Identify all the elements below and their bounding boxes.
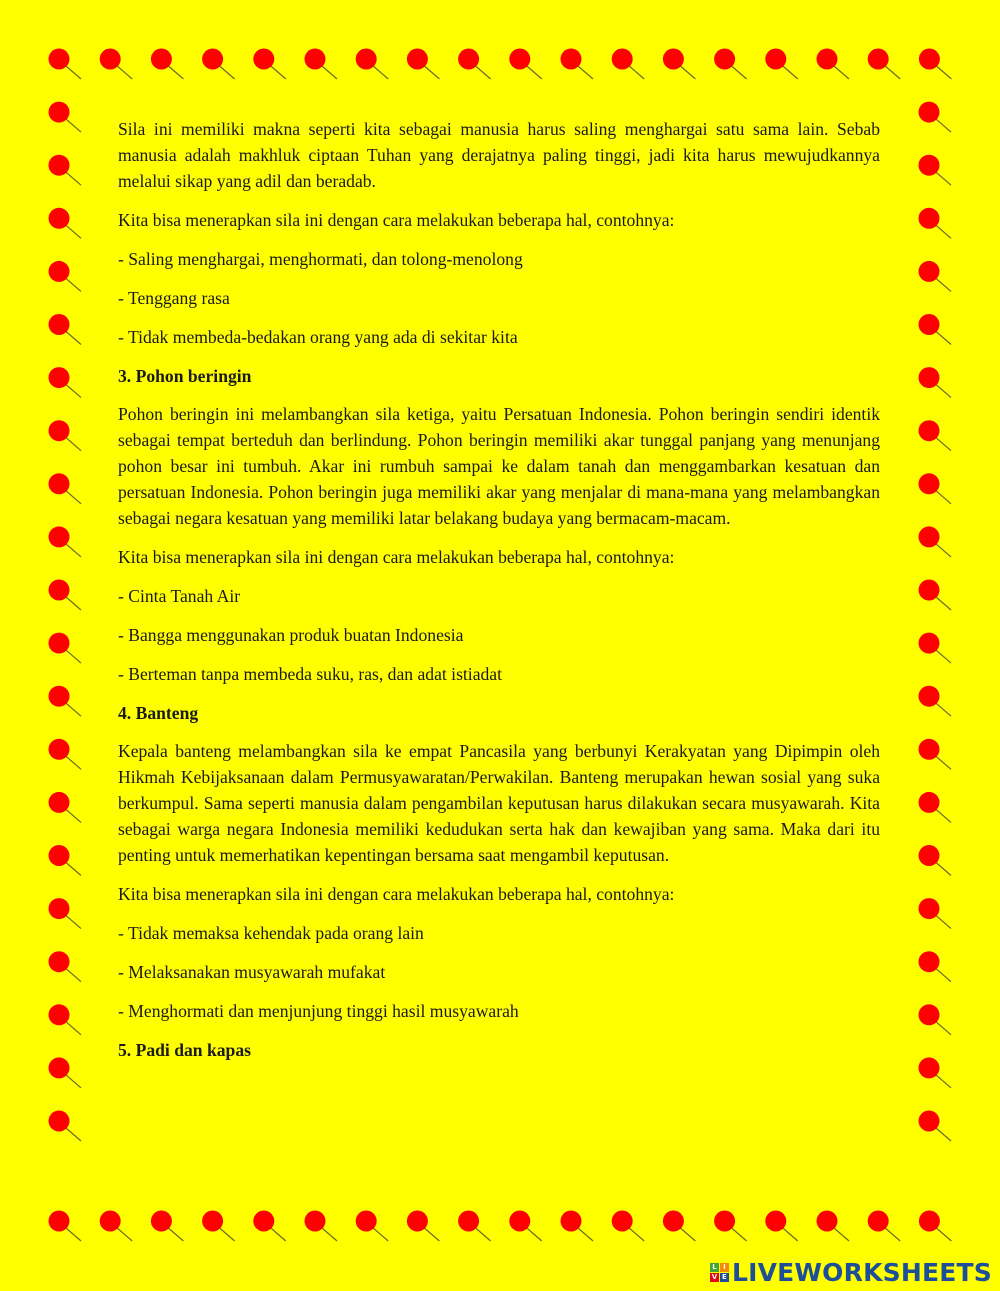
lollipop-dot-icon bbox=[49, 155, 82, 186]
lollipop-dot-icon bbox=[919, 102, 952, 133]
lollipop-dot-icon bbox=[919, 633, 952, 664]
lollipop-dot-icon bbox=[919, 420, 952, 451]
lollipop-dot-icon bbox=[612, 1211, 645, 1242]
lollipop-dot-icon bbox=[407, 49, 440, 80]
lollipop-dot-icon bbox=[919, 314, 952, 345]
lollipop-dot-icon bbox=[561, 1211, 594, 1242]
lollipop-dot-icon bbox=[868, 1211, 901, 1242]
list-item: - Menghormati dan menjunjung tinggi hasil musyawarah bbox=[118, 1001, 519, 1021]
lollipop-dot-icon bbox=[356, 1211, 389, 1242]
lollipop-dot-icon bbox=[919, 473, 952, 504]
lollipop-dot-icon bbox=[919, 792, 952, 823]
lollipop-dot-icon bbox=[305, 49, 338, 80]
lollipop-dot-icon bbox=[868, 49, 901, 80]
lollipop-dot-icon bbox=[49, 261, 82, 292]
paragraph-sila4-apply: Kita bisa menerapkan sila ini dengan cara melakukan beberapa hal, contohnya: bbox=[118, 884, 675, 904]
lollipop-dot-icon bbox=[49, 1211, 82, 1242]
lollipop-dot-icon bbox=[509, 1211, 542, 1242]
lollipop-dot-icon bbox=[919, 261, 952, 292]
lollipop-dot-icon bbox=[49, 951, 82, 982]
logo-letter: I bbox=[720, 1263, 729, 1272]
lollipop-dot-icon bbox=[919, 155, 952, 186]
lollipop-dot-icon bbox=[919, 49, 952, 80]
lollipop-dot-icon bbox=[765, 49, 798, 80]
list-item: - Cinta Tanah Air bbox=[118, 586, 241, 606]
lollipop-dot-icon bbox=[49, 792, 82, 823]
paragraph-pohon-beringin: Pohon beringin ini melambangkan sila ketiga, yaitu Persatuan Indonesia. Pohon beringin sendiri identik sebagai tempat berteduh dan berlindung. Pohon beringin memiliki akar tunggal panjang yang menunjang pohon besar ini tumbuh. Akar ini rumbuh sampai ke dalam tanah dan menggambarkan kesatuan dan persatuan Indonesia. Pohon beringin juga memiliki akar yang menjalar di mana-mana yang melambangkan sebagai negara kesatuan yang memiliki latar belakang budaya yang bermacam-macam. bbox=[118, 404, 880, 528]
lollipop-dot-icon bbox=[561, 49, 594, 80]
lollipop-dot-icon bbox=[458, 49, 491, 80]
paragraph-banteng: Kepala banteng melambangkan sila ke empat Pancasila yang berbunyi Kerakyatan yang Dipimpin oleh Hikmah Kebijaksanaan dalam Permusyawaratan/Perwakilan. Banteng merupakan hewan sosial yang suka berkumpul. Sama seperti manusia dalam pengambilan keputusan harus dilakukan secara musyawarah. Kita sebagai warga negara Indonesia memiliki kedudukan serta hak dan kewajiban yang sama. Maka dari itu penting untuk memerhatikan kepentingan bersama saat mengambil keputusan. bbox=[118, 741, 880, 865]
lollipop-dot-icon bbox=[49, 49, 82, 80]
section-heading-pohon-beringin: 3. Pohon beringin bbox=[118, 366, 252, 386]
lollipop-dot-icon bbox=[919, 951, 952, 982]
logo-letter: E bbox=[720, 1273, 729, 1282]
section-heading-banteng: 4. Banteng bbox=[118, 703, 199, 723]
lollipop-dot-icon bbox=[49, 845, 82, 876]
lollipop-dot-icon bbox=[356, 49, 389, 80]
lollipop-dot-icon bbox=[49, 314, 82, 345]
list-item: - Saling menghargai, menghormati, dan tolong-menolong bbox=[118, 249, 523, 269]
lollipop-dot-icon bbox=[49, 526, 82, 557]
lollipop-dot-icon bbox=[919, 1111, 952, 1142]
list-item: - Berteman tanpa membeda suku, ras, dan adat istiadat bbox=[118, 664, 502, 684]
lollipop-dot-icon bbox=[919, 739, 952, 770]
lollipop-dot-icon bbox=[49, 420, 82, 451]
lollipop-dot-icon bbox=[407, 1211, 440, 1242]
lollipop-dot-icon bbox=[919, 1211, 952, 1242]
lollipop-dot-icon bbox=[919, 526, 952, 557]
lollipop-dot-icon bbox=[49, 1111, 82, 1142]
lollipop-dot-icon bbox=[49, 633, 82, 664]
lollipop-dot-icon bbox=[49, 739, 82, 770]
lollipop-dot-icon bbox=[49, 102, 82, 133]
lollipop-dot-icon bbox=[202, 49, 235, 80]
lollipop-dot-icon bbox=[49, 1057, 82, 1088]
lollipop-dot-icon bbox=[919, 580, 952, 611]
lollipop-dot-icon bbox=[305, 1211, 338, 1242]
lollipop-dot-icon bbox=[49, 473, 82, 504]
list-item: - Tidak membeda-bedakan orang yang ada di sekitar kita bbox=[118, 327, 518, 347]
lollipop-dot-icon bbox=[49, 367, 82, 398]
logo-wordmark: LIVEWORKSHEETS bbox=[731, 1257, 992, 1287]
section-heading-padi-kapas: 5. Padi dan kapas bbox=[118, 1040, 251, 1060]
lollipop-dot-icon bbox=[253, 49, 286, 80]
lollipop-dot-icon bbox=[663, 49, 696, 80]
lollipop-dot-icon bbox=[919, 898, 952, 929]
lollipop-dot-icon bbox=[714, 1211, 747, 1242]
lollipop-dot-icon bbox=[202, 1211, 235, 1242]
lollipop-dot-icon bbox=[100, 49, 133, 80]
lollipop-dot-icon bbox=[253, 1211, 286, 1242]
logo-letter: L bbox=[710, 1263, 719, 1272]
list-item: - Tidak memaksa kehendak pada orang lain bbox=[118, 923, 424, 943]
worksheet-content bbox=[118, 116, 880, 1075]
lollipop-dot-icon bbox=[919, 686, 952, 717]
paragraph-sila2-meaning: Sila ini memiliki makna seperti kita sebagai manusia harus saling menghargai satu sama lain. Sebab manusia adalah makhluk ciptaan Tuhan yang derajatnya paling tinggi, jadi kita harus mewujudkannya melalui sikap yang adil dan beradab. bbox=[118, 119, 880, 191]
lollipop-dot-icon bbox=[49, 686, 82, 717]
lollipop-dot-icon bbox=[919, 1057, 952, 1088]
lollipop-dot-icon bbox=[151, 1211, 184, 1242]
list-item: - Tenggang rasa bbox=[118, 288, 230, 308]
lollipop-dot-icon bbox=[817, 1211, 850, 1242]
lollipop-dot-icon bbox=[817, 49, 850, 80]
lollipop-dot-icon bbox=[919, 367, 952, 398]
lollipop-dot-icon bbox=[919, 208, 952, 239]
lollipop-dot-icon bbox=[509, 49, 542, 80]
liveworksheets-logo bbox=[710, 1257, 992, 1287]
lollipop-dot-icon bbox=[49, 208, 82, 239]
lollipop-dot-icon bbox=[765, 1211, 798, 1242]
lollipop-dot-icon bbox=[49, 580, 82, 611]
lollipop-dot-icon bbox=[714, 49, 747, 80]
list-item: - Bangga menggunakan produk buatan Indonesia bbox=[118, 625, 464, 645]
lollipop-dot-icon bbox=[919, 845, 952, 876]
lollipop-dot-icon bbox=[458, 1211, 491, 1242]
lollipop-dot-icon bbox=[919, 1004, 952, 1035]
lollipop-dot-icon bbox=[49, 898, 82, 929]
logo-letter: V bbox=[711, 1272, 718, 1281]
lollipop-dot-icon bbox=[663, 1211, 696, 1242]
paragraph-sila2-apply: Kita bisa menerapkan sila ini dengan cara melakukan beberapa hal, contohnya: bbox=[118, 210, 675, 230]
logo-blocks-icon bbox=[710, 1263, 729, 1282]
paragraph-sila3-apply: Kita bisa menerapkan sila ini dengan cara melakukan beberapa hal, contohnya: bbox=[118, 547, 675, 567]
lollipop-dot-icon bbox=[49, 1004, 82, 1035]
list-item: - Melaksanakan musyawarah mufakat bbox=[118, 962, 386, 982]
lollipop-dot-icon bbox=[151, 49, 184, 80]
lollipop-dot-icon bbox=[612, 49, 645, 80]
lollipop-dot-icon bbox=[100, 1211, 133, 1242]
